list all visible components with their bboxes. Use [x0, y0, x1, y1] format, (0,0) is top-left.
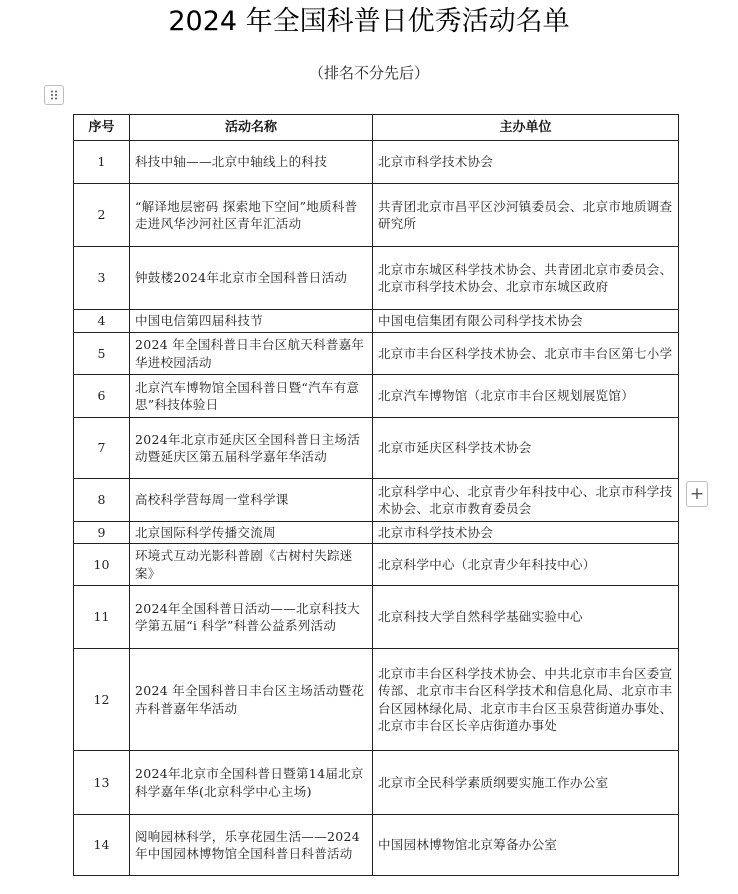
row-organizer: 中国电信集团有限公司科学技术协会	[373, 310, 679, 333]
row-activity-name: 钟鼓楼2024年北京市全国科普日活动	[130, 247, 373, 310]
table-row	[74, 544, 679, 586]
row-no: 5	[74, 333, 130, 375]
row-no: 7	[74, 418, 130, 479]
row-activity-name: 北京汽车博物馆全国科普日暨“汽车有意思”科技体验日	[130, 375, 373, 418]
row-activity-name: 科技中轴——北京中轴线上的科技	[130, 141, 373, 184]
row-organizer: 北京汽车博物馆（北京市丰台区规划展览馆）	[373, 375, 679, 418]
row-activity-name: 2024年全国科普日活动——北京科技大学第五届“i 科学”科普公益系列活动	[130, 586, 373, 649]
row-organizer: 北京市丰台区科学技术协会、中共北京市丰台区委宣传部、北京市丰台区科学技术和信息化局、北京市丰台区园林绿化局、北京市丰台区玉泉营街道办事处、北京市丰台区长辛店街道办事处	[373, 649, 679, 751]
row-organizer: 北京市科学技术协会	[373, 141, 679, 184]
plus-icon: +	[689, 483, 705, 504]
row-organizer: 中国园林博物馆北京筹备办公室	[373, 815, 679, 876]
table-row	[74, 522, 679, 544]
row-activity-name: 北京国际科学传播交流周	[130, 522, 373, 544]
row-no: 6	[74, 375, 130, 418]
row-no: 11	[74, 586, 130, 649]
row-no: 10	[74, 544, 130, 586]
drag-handle-icon	[50, 90, 58, 100]
row-no: 13	[74, 751, 130, 815]
header-organizer: 主办单位	[373, 115, 679, 141]
table-row	[74, 586, 679, 649]
table-row	[74, 479, 679, 522]
table-row	[74, 375, 679, 418]
row-no: 14	[74, 815, 130, 876]
row-organizer: 北京科技大学自然科学基础实验中心	[373, 586, 679, 649]
row-organizer: 北京市全民科学素质纲要实施工作办公室	[373, 751, 679, 815]
header-no: 序号	[74, 115, 130, 141]
row-organizer: 北京市东城区科学技术协会、共青团北京市委员会、北京市科学技术协会、北京市东城区政府	[373, 247, 679, 310]
page-subtitle: （排名不分先后）	[308, 64, 429, 82]
row-organizer: 北京科学中心（北京青少年科技中心）	[373, 544, 679, 586]
row-activity-name: 阅响园林科学，乐享花园生活——2024年中国园林博物馆全国科普日科普活动	[130, 815, 373, 876]
row-activity-name: 中国电信第四届科技节	[130, 310, 373, 333]
table-row	[74, 184, 679, 247]
header-activity-name: 活动名称	[130, 115, 373, 141]
row-organizer: 北京科学中心、北京青少年科技中心、北京市科学技术协会、北京市教育委员会	[373, 479, 679, 522]
add-column-button[interactable]	[686, 481, 708, 507]
table-row	[74, 649, 679, 751]
table-header-row	[74, 115, 679, 141]
row-activity-name: “解译地层密码 探索地下空间”地质科普走进风华沙河社区青年汇活动	[130, 184, 373, 247]
table-row	[74, 418, 679, 479]
row-activity-name: 环境式互动光影科普剧《古树村失踪迷案》	[130, 544, 373, 586]
page-title: 2024 年全国科普日优秀活动名单	[168, 6, 570, 37]
table-row	[74, 141, 679, 184]
row-organizer: 共青团北京市昌平区沙河镇委员会、北京市地质调查研究所	[373, 184, 679, 247]
row-organizer: 北京市科学技术协会	[373, 522, 679, 544]
table-row	[74, 815, 679, 876]
row-no: 9	[74, 522, 130, 544]
row-no: 2	[74, 184, 130, 247]
row-no: 12	[74, 649, 130, 751]
table-row	[74, 310, 679, 333]
table-row	[74, 247, 679, 310]
row-no: 1	[74, 141, 130, 184]
row-no: 8	[74, 479, 130, 522]
row-no: 4	[74, 310, 130, 333]
row-organizer: 北京市延庆区科学技术协会	[373, 418, 679, 479]
row-activity-name: 2024年北京市延庆区全国科普日主场活动暨延庆区第五届科学嘉年华活动	[130, 418, 373, 479]
table-drag-handle[interactable]	[44, 85, 64, 105]
row-organizer: 北京市丰台区科学技术协会、北京市丰台区第七小学	[373, 333, 679, 375]
row-activity-name: 高校科学营每周一堂科学课	[130, 479, 373, 522]
activity-table	[73, 114, 679, 876]
table-row	[74, 333, 679, 375]
table-row	[74, 751, 679, 815]
row-activity-name: 2024 年全国科普日丰台区航天科普嘉年华进校园活动	[130, 333, 373, 375]
row-activity-name: 2024 年全国科普日丰台区主场活动暨花卉科普嘉年华活动	[130, 649, 373, 751]
row-activity-name: 2024年北京市全国科普日暨第14届北京科学嘉年华(北京科学中心主场)	[130, 751, 373, 815]
row-no: 3	[74, 247, 130, 310]
